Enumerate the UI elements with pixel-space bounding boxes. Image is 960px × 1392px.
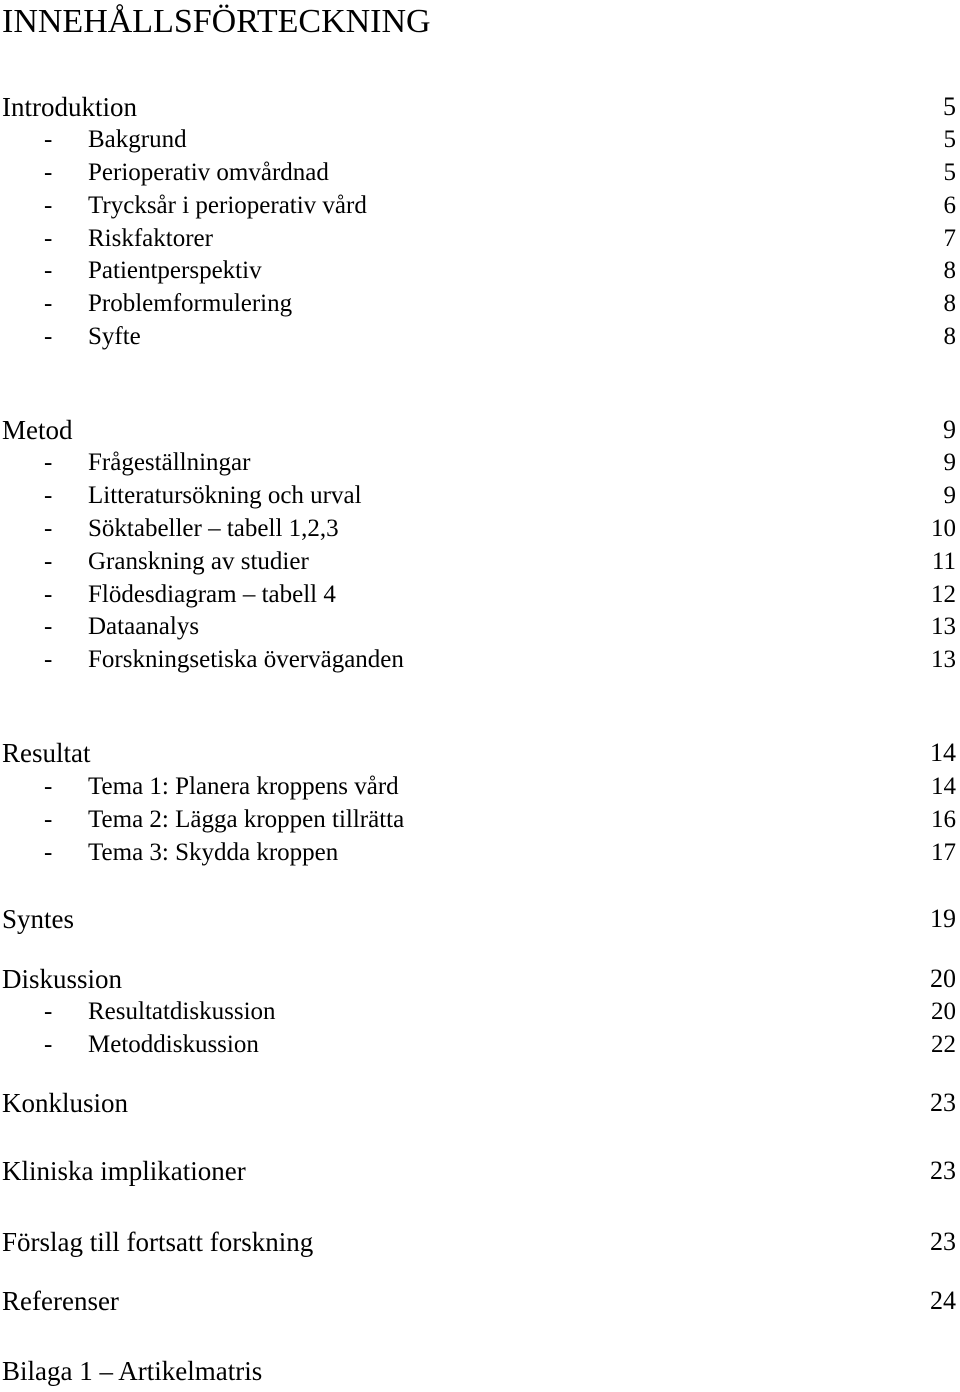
toc-entry-page: 7 xyxy=(943,225,956,252)
toc-subentry-tema-2[interactable] xyxy=(0,804,960,836)
toc-subentry-riskfaktorer[interactable] xyxy=(0,223,960,255)
toc-entry-label: Kliniska implikationer xyxy=(2,1156,246,1186)
toc-entry-label: Trycksår i perioperativ vård xyxy=(88,192,367,219)
toc-entry-introduktion[interactable] xyxy=(0,91,960,123)
toc-entry-page: 16 xyxy=(931,806,956,833)
toc-entry-page: 20 xyxy=(930,964,956,993)
toc-entry-label: Diskussion xyxy=(2,964,123,994)
toc-subentry-patientperspektiv[interactable] xyxy=(0,255,960,287)
toc-entry-label: Metoddiskussion xyxy=(88,1031,259,1058)
toc-subentry-trycksar[interactable] xyxy=(0,190,960,222)
toc-entry-label: Introduktion xyxy=(2,92,137,122)
toc-subentry-tema-3[interactable] xyxy=(0,837,960,869)
list-dash: - xyxy=(44,126,53,153)
list-dash: - xyxy=(44,515,53,542)
toc-entry-label: Litteratursökning och urval xyxy=(88,482,362,509)
toc-subentry-dataanalys[interactable] xyxy=(0,611,960,643)
toc-entry-page: 8 xyxy=(943,257,956,284)
toc-entry-page: 23 xyxy=(930,1156,956,1185)
toc-entry-page: 5 xyxy=(943,92,956,121)
toc-entry-label: Bakgrund xyxy=(88,126,187,153)
toc-entry-bilaga-1[interactable] xyxy=(0,1355,960,1387)
toc-subentry-granskning[interactable] xyxy=(0,546,960,578)
toc-entry-label: Granskning av studier xyxy=(88,548,309,575)
list-dash: - xyxy=(44,773,53,800)
toc-entry-label: Konklusion xyxy=(2,1088,129,1118)
toc-entry-syntes[interactable] xyxy=(0,903,960,935)
list-dash: - xyxy=(44,290,53,317)
toc-entry-label: Patientperspektiv xyxy=(88,257,262,284)
list-dash: - xyxy=(44,257,53,284)
toc-entry-page: 24 xyxy=(930,1286,956,1315)
toc-entry-label: Syntes xyxy=(2,904,75,934)
toc-entry-metod[interactable] xyxy=(0,414,960,446)
page-title: INNEHÅLLSFÖRTECKNING xyxy=(2,3,431,40)
toc-entry-label: Dataanalys xyxy=(88,613,200,640)
toc-entry-page: 23 xyxy=(930,1088,956,1117)
list-dash: - xyxy=(44,646,53,673)
toc-entry-page: 17 xyxy=(931,839,956,866)
toc-subentry-litteratursokning[interactable] xyxy=(0,480,960,512)
toc-entry-kliniska-implikationer[interactable] xyxy=(0,1155,960,1187)
toc-entry-label: Söktabeller – tabell 1,2,3 xyxy=(88,515,339,542)
toc-entry-page: 8 xyxy=(943,290,956,317)
toc-subentry-forskningsetiska[interactable] xyxy=(0,644,960,676)
toc-entry-label: Forskningsetiska överväganden xyxy=(88,646,404,673)
list-dash: - xyxy=(44,159,53,186)
list-dash: - xyxy=(44,482,53,509)
list-dash: - xyxy=(44,449,53,476)
list-dash: - xyxy=(44,581,53,608)
toc-subentry-fragestallningar[interactable] xyxy=(0,447,960,479)
toc-entry-label: Tema 1: Planera kroppens vård xyxy=(88,773,399,800)
toc-entry-page: 9 xyxy=(943,482,956,509)
list-dash: - xyxy=(44,613,53,640)
toc-entry-label: Riskfaktorer xyxy=(88,225,213,252)
toc-entry-label: Bilaga 1 – Artikelmatris xyxy=(2,1356,263,1386)
toc-subentry-problemformulering[interactable] xyxy=(0,288,960,320)
toc-entry-page: 14 xyxy=(931,773,956,800)
toc-subentry-flodesdiagram[interactable] xyxy=(0,579,960,611)
toc-entry-page: 10 xyxy=(931,515,956,542)
toc-subentry-syfte[interactable] xyxy=(0,321,960,353)
toc-entry-page: 9 xyxy=(943,415,956,444)
toc-subentry-bakgrund[interactable] xyxy=(0,124,960,156)
toc-entry-label: Frågeställningar xyxy=(88,449,251,476)
toc-entry-label: Syfte xyxy=(88,323,141,350)
toc-entry-label: Resultat xyxy=(2,738,91,768)
toc-entry-label: Referenser xyxy=(2,1286,119,1316)
toc-entry-page: 8 xyxy=(943,323,956,350)
toc-entry-page: 22 xyxy=(931,1031,956,1058)
toc-entry-konklusion[interactable] xyxy=(0,1087,960,1119)
toc-entry-label: Perioperativ omvårdnad xyxy=(88,159,329,186)
toc-entry-resultat[interactable] xyxy=(0,737,960,769)
toc-entry-page: 9 xyxy=(943,449,956,476)
list-dash: - xyxy=(44,225,53,252)
toc-entry-page: 12 xyxy=(931,581,956,608)
toc-entry-page: 5 xyxy=(943,126,956,153)
toc-entry-page: 23 xyxy=(930,1227,956,1256)
list-dash: - xyxy=(44,323,53,350)
toc-entry-label: Tema 2: Lägga kroppen tillrätta xyxy=(88,806,405,833)
list-dash: - xyxy=(44,1031,53,1058)
toc-entry-page: 5 xyxy=(943,159,956,186)
toc-entry-label: Förslag till fortsatt forskning xyxy=(2,1227,314,1257)
toc-subentry-metoddiskussion[interactable] xyxy=(0,1029,960,1061)
list-dash: - xyxy=(44,806,53,833)
toc-entry-referenser[interactable] xyxy=(0,1285,960,1317)
toc-entry-label: Problemformulering xyxy=(88,290,293,317)
toc-entry-page: 19 xyxy=(930,904,956,933)
toc-entry-label: Flödesdiagram – tabell 4 xyxy=(88,581,336,608)
toc-entry-page: 11 xyxy=(931,548,956,575)
toc-subentry-tema-1[interactable] xyxy=(0,771,960,803)
toc-entry-page: 6 xyxy=(943,192,956,219)
list-dash: - xyxy=(44,839,53,866)
toc-entry-label: Resultatdiskussion xyxy=(88,998,276,1025)
toc-entry-label: Metod xyxy=(2,415,73,445)
toc-entry-forslag-forskning[interactable] xyxy=(0,1226,960,1258)
toc-entry-label: Tema 3: Skydda kroppen xyxy=(88,839,339,866)
toc-entry-page: 20 xyxy=(931,998,956,1025)
toc-entry-page: 13 xyxy=(931,646,956,673)
list-dash: - xyxy=(44,192,53,219)
toc-entry-page: 14 xyxy=(930,738,956,767)
toc-subentry-perioperativ-omvardnad[interactable] xyxy=(0,157,960,189)
list-dash: - xyxy=(44,548,53,575)
toc-entry-diskussion[interactable] xyxy=(0,963,960,995)
toc-subentry-soktabeller[interactable] xyxy=(0,513,960,545)
toc-subentry-resultatdiskussion[interactable] xyxy=(0,996,960,1028)
toc-entry-page: 13 xyxy=(931,613,956,640)
list-dash: - xyxy=(44,998,53,1025)
